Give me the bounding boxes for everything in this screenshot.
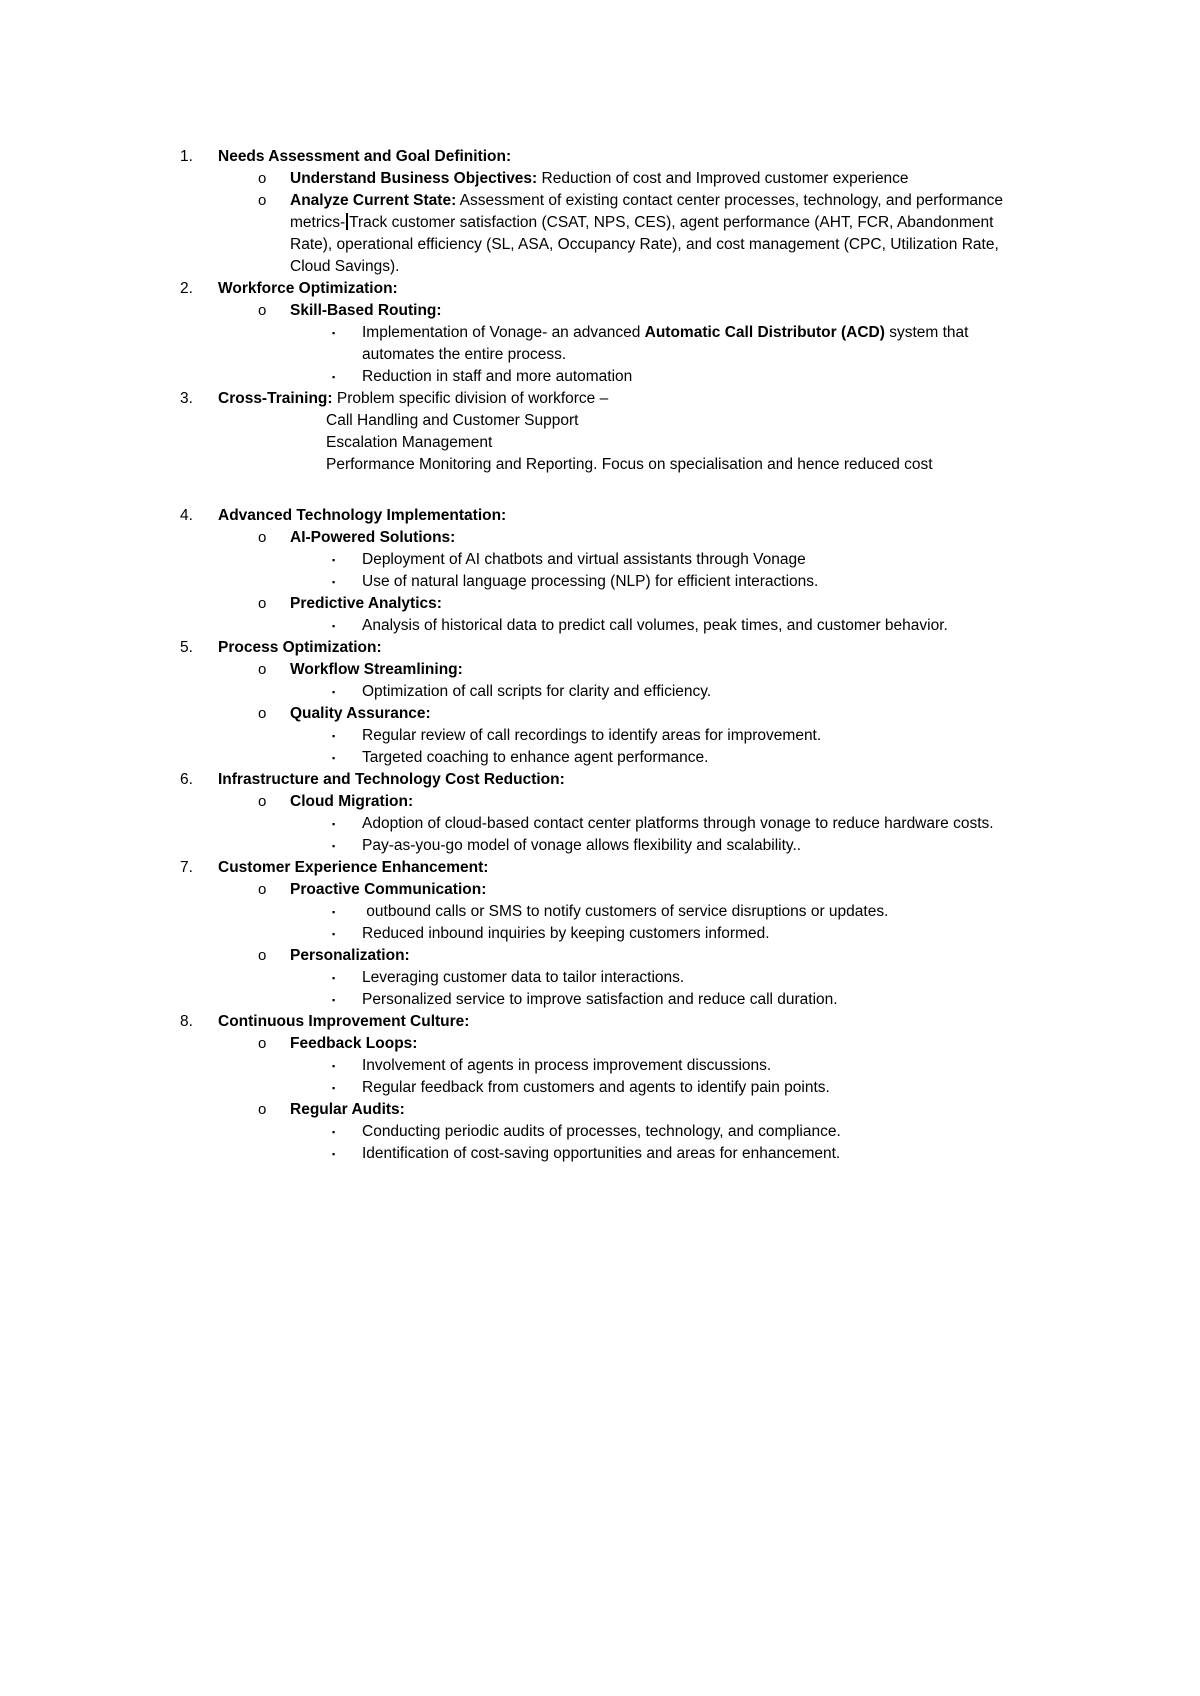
bullet-text: Involvement of agents in process improvement discussions. [362,1057,772,1074]
sub-item-text: Proactive Communication: [290,881,487,898]
bullet-text: Targeted coaching to enhance agent performance. [362,749,709,766]
item-title: Process Optimization: [218,639,382,656]
sub-item-text: Feedback Loops: [290,1035,418,1052]
sub-item-text: AI-Powered Solutions: [290,529,456,546]
plain-line: Performance Monitoring and Reporting. Focus on specialisation and hence reduced cost [326,456,933,473]
item-number: 8. [180,1013,193,1030]
bullet-text: Regular review of call recordings to identify areas for improvement. [362,727,822,744]
item-title: Continuous Improvement Culture: [218,1013,470,1030]
sub-item-text: Understand Business Objectives: Reduction of cost and Improved customer experience [290,170,909,187]
bullet-text: Regular feedback from customers and agents to identify pain points. [362,1079,830,1096]
sub-item-text: Cloud Migration: [290,793,414,810]
item-title: Infrastructure and Technology Cost Reduction: [218,771,565,788]
bullet-text: Personalized service to improve satisfaction and reduce call duration. [362,991,838,1008]
sub-item-text: Workflow Streamlining: [290,661,463,678]
bullet-text: Leveraging customer data to tailor interactions. [362,969,685,986]
item-title: Cross-Training: Problem specific division of workforce – [218,390,609,407]
sub-item-text: Skill-Based Routing: [290,302,442,319]
bullet-text: Reduced inbound inquiries by keeping customers informed. [362,925,770,942]
item-title: Needs Assessment and Goal Definition: [218,148,512,165]
bullet-text: outbound calls or SMS to notify customers of service disruptions or updates. [362,903,889,920]
item-number: 1. [180,148,193,165]
bullet-text: Use of natural language processing (NLP) for efficient interactions. [362,573,819,590]
item-number: 3. [180,390,193,407]
item-number: 5. [180,639,193,656]
bullet-text: Implementation of Vonage- an advanced Automatic Call Distributor (ACD) system that [362,324,969,341]
item-title: Workforce Optimization: [218,280,398,297]
plain-line: Call Handling and Customer Support [326,412,579,429]
bullet-text: Pay-as-you-go model of vonage allows flexibility and scalability.. [362,837,802,854]
sub-item-text: Regular Audits: [290,1101,405,1118]
bullet-text: Identification of cost-saving opportunities and areas for enhancement. [362,1145,841,1162]
continuation-line: Rate), operational efficiency (SL, ASA, Occupancy Rate), and cost management (CPC, Utilization Rate, [290,236,999,253]
document-page: 1. Needs Assessment and Goal Definition: o Understand Business Objectives: Reduction of cost and Improved customer experience o Analyze Current State: Assessment of existing contact center processes, technology, and performance metrics- Track customer satisfaction (CSAT, NPS, CES), agent performance (AHT, FCR, Abandonment Rate), operational efficiency (SL, ASA, Occupancy Rate), and cost management (CPC, Utilization Rate, Cloud Savings). 2. Workforce Optimization: o Skill-Based Routing: ▪ Implementation of Vonage- an advanced Automatic Call Distributor (ACD) system that automates the entire process. ▪ Reduction in staff and more automation 3. Cross-Training: Problem specific division of workforce – Call Handling and Customer Support Escalation Management Performance Monitoring and Reporting. Focus on specialisation and hence reduced cost 4. Advanced Technology Implementation: o AI-Powered Solutions: ▪ Deployment of AI chatbots and virtual assistants through Vonage ▪ Use of natural language processing (NLP) for efficient interactions. o Predictive Analytics: ▪ Analysis of historical data to predict call volumes, peak times, and customer behavior. 5. Process Optimization: o Workflow Streamlining: ▪ Optimization of call scripts for clarity and efficiency. o Quality Assurance: ▪ Regular review of call recordings to identify areas for improvement. ▪ Targeted coaching to enhance agent performance. 6. Infrastructure and Technology Cost Reduction: o Cloud Migration: ▪ Adoption of cloud-based contact center platforms through vonage to reduce hardware costs. ▪ Pay-as-you-go model of vonage allows flexibility and scalability.. 7. Customer Experience Enhancement: o Proactive Communication: ▪ outbound calls or SMS to notify customers of service disruptions or updates. ▪ Reduced inbound inquiries by keeping customers informed. o Personalization: ▪ Leveraging customer data to tailor interactions. ▪ Personalized service to improve satisfaction and reduce call duration. 8. Continuous Improvement Culture: o Feedback Loops: ▪ Involvement of agents in process improvement discussions. ▪ Regular feedback from customers and agents to identify pain points. o Regular Audits: ▪ Conducting periodic audits of processes, technology, and compliance. ▪ Identification of cost-saving opportunities and areas for enhancement. [0,0,1200,1696]
sub-item-text: Predictive Analytics: [290,595,442,612]
continuation-line: automates the entire process. [362,346,567,363]
bullet-text: Reduction in staff and more automation [362,368,633,385]
continuation-line: Cloud Savings). [290,258,400,275]
item-title: Customer Experience Enhancement: [218,859,489,876]
item-number: 6. [180,771,193,788]
bullet-text: Adoption of cloud-based contact center platforms through vonage to reduce hardware costs. [362,815,994,832]
sub-item-text: Personalization: [290,947,410,964]
plain-line: Escalation Management [326,434,493,451]
item-title: Advanced Technology Implementation: [218,507,507,524]
bullet-text: Analysis of historical data to predict call volumes, peak times, and customer behavior. [362,617,948,634]
continuation-line: metrics- Track customer satisfaction (CSAT, NPS, CES), agent performance (AHT, FCR, Abandonment [290,214,994,231]
sub-item-text: Quality Assurance: [290,705,431,722]
sub-item-text: Analyze Current State: Assessment of existing contact center processes, technology, and performance [290,192,1004,209]
bullet-text: Deployment of AI chatbots and virtual assistants through Vonage [362,551,806,568]
bullet-text: Conducting periodic audits of processes, technology, and compliance. [362,1123,841,1140]
text-cursor [346,213,348,230]
item-number: 4. [180,507,193,524]
item-number: 7. [180,859,193,876]
item-number: 2. [180,280,193,297]
bullet-text: Optimization of call scripts for clarity and efficiency. [362,683,712,700]
